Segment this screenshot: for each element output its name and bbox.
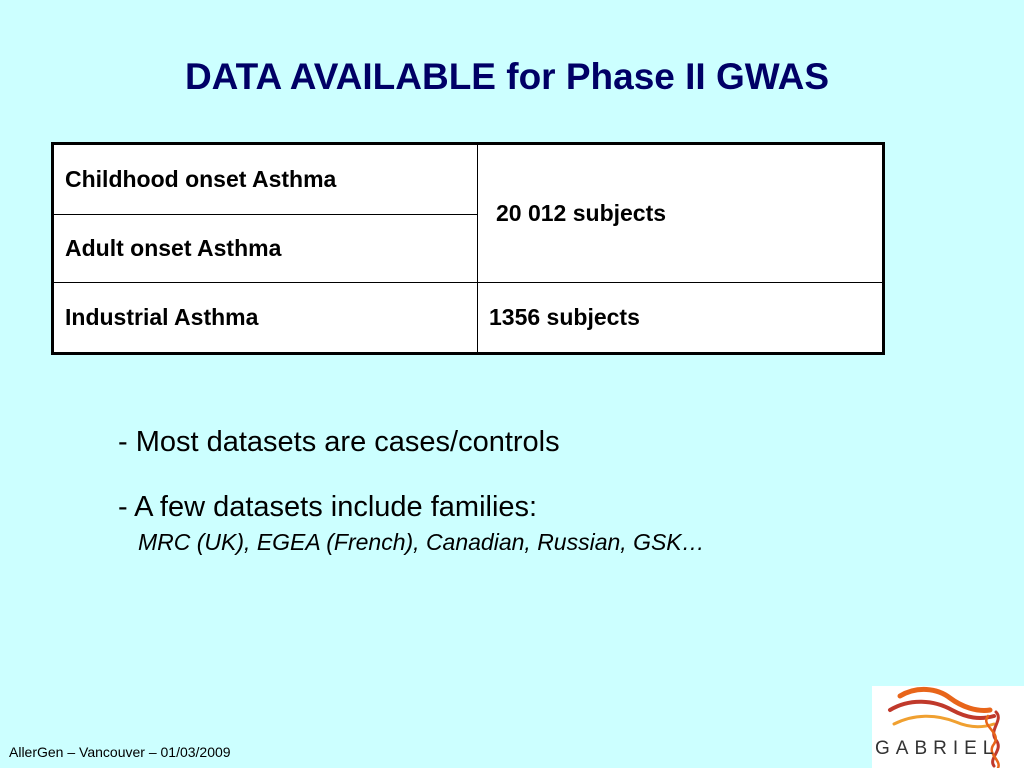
table-cell-industrial-value: 1356 subjects: [478, 283, 884, 354]
table-cell-merged-value: 20 012 subjects: [478, 144, 884, 283]
data-table: [51, 142, 885, 355]
slide-title: DATA AVAILABLE for Phase II GWAS: [184, 56, 830, 97]
table-cell-childhood-label: Childhood onset Asthma: [53, 144, 478, 215]
footer-text: AllerGen – Vancouver – 01/03/2009: [9, 744, 231, 760]
bullet-list: [118, 422, 705, 557]
table-row: [53, 144, 884, 215]
bullet-item-cases-controls: - Most datasets are cases/controls: [118, 426, 560, 458]
table-cell-adult-label: Adult onset Asthma: [53, 214, 478, 282]
table-row: [53, 283, 884, 354]
gabriel-logo: [872, 686, 1024, 768]
logo-wordmark: GABRIEL: [875, 738, 1000, 759]
bullet-item-families: - A few datasets include families:: [118, 491, 538, 523]
table-cell-industrial-label: Industrial Asthma: [53, 283, 478, 354]
families-note: MRC (UK), EGEA (French), Canadian, Russian, GSK…: [138, 529, 705, 555]
